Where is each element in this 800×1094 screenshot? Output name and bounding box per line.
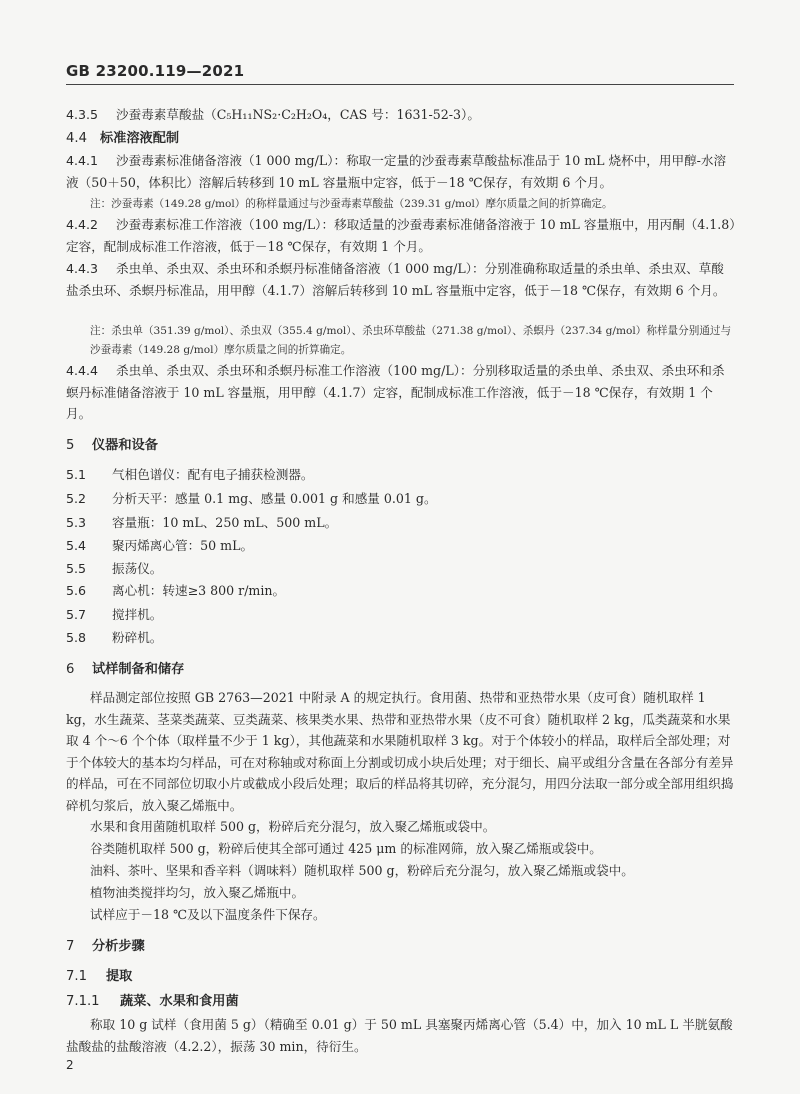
item-5-4: 5.4 聚丙烯离心管：50 mL。 xyxy=(66,538,254,553)
paragraph-storage: 试样应于－18 ℃及以下温度条件下保存。 xyxy=(90,907,326,922)
section-7: 7 分析步骤 xyxy=(66,939,145,954)
note-4-4-3: 注：杀虫单（351.39 g/mol）、杀虫双（355.4 g/mol）、杀虫环草酸盐（271.38 g/mol）、杀螟丹（237.34 g/mol）称样量分别通过与沙蚕毒素（149.28 g/mol）摩尔质量之间的折算确定。 xyxy=(90,325,732,356)
item-4-3-5: 4.3.5 沙蚕毒素草酸盐（C₅H₁₁NS₂·C₂H₂O₄，CAS 号：1631-52-3）。 xyxy=(66,107,480,122)
paragraph-extraction: 称取 10 g 试样（食用菌 5 g）（精确至 0.01 g）于 50 mL 具塞聚丙烯离心管（5.4）中，加入 10 mL L 半胱氨酸盐酸盐的盐酸溶液（4.2.2），振荡 30 min，待衍生。 xyxy=(66,1017,733,1054)
page-number: 2 xyxy=(66,1058,74,1072)
standard-code: GB 23200.119—2021 xyxy=(66,62,245,80)
section-7-1: 7.1 提取 xyxy=(66,969,133,984)
item-5-8: 5.8 粉碎机。 xyxy=(66,630,163,645)
section-5: 5 仪器和设备 xyxy=(66,438,158,453)
item-5-3: 5.3 容量瓶：10 mL、250 mL、500 mL。 xyxy=(66,515,338,530)
item-4-4-2: 4.4.2 沙蚕毒素标准工作溶液（100 mg/L）：移取适量的沙蚕毒素标准储备溶液于 10 mL 容量瓶中，用丙酮（4.1.8）定容，配制成标准工作溶液，低于－18 ℃保存，有效期 1 个月。 xyxy=(66,217,736,254)
note-4-4-1: 注：沙蚕毒素（149.28 g/mol）的称样量通过与沙蚕毒素草酸盐（239.31 g/mol）摩尔质量之间的折算确定。 xyxy=(90,198,613,210)
item-4-4-4: 4.4.4 杀虫单、杀虫双、杀虫环和杀螟丹标准工作溶液（100 mg/L）：分别移取适量的杀虫单、杀虫双、杀虫环和杀螟丹标准储备溶液于 10 mL 容量瓶，用甲醇（4.1.7）定容，配制成标准工作溶液，低于－18 ℃保存，有效期 1 个月。 xyxy=(66,363,725,421)
item-5-6: 5.6 离心机：转速≥3 800 r/min。 xyxy=(66,583,286,598)
paragraph-sampling: 样品测定部位按照 GB 2763—2021 中附录 A 的规定执行。食用菌、热带和亚热带水果（皮可食）随机取样 1 kg，水生蔬菜、茎菜类蔬菜、豆类蔬菜、核果类水果、热带和亚热带水果（皮不可食）随机取样 2 kg，瓜类蔬菜和水果取 4 个～6 个个体（取样量不少于 1 kg），其他蔬菜和水果随机取样 3 kg。对于个体较小的样品，取样后全部处理；对于个体较大的基本均匀样品，可在对称轴或对称面上分割或切成小块后处理；对于细长、扁平或组分含量在各部分有差异的样品，可在不同部位切取小片或截成小段后处理；取后的样品将其切碎，充分混匀，用四分法取一部分或全部用组织捣碎机匀浆后，放入聚乙烯瓶中。 xyxy=(66,690,734,813)
section-7-1-1: 7.1.1 蔬菜、水果和食用菌 xyxy=(66,994,239,1009)
section-4-4: 4.4 标准溶液配制 xyxy=(66,131,180,146)
item-5-5: 5.5 振荡仪。 xyxy=(66,561,163,576)
item-4-4-3: 4.4.3 杀虫单、杀虫双、杀虫环和杀螟丹标准储备溶液（1 000 mg/L）：分别准确称取适量的杀虫单、杀虫双、草酸盐杀虫环、杀螟丹标准品，用甲醇（4.1.7）溶解后转移到 10 mL 容量瓶中定容，低于－18 ℃保存，有效期 6 个月。 xyxy=(66,261,726,298)
header-rule xyxy=(66,84,734,85)
paragraph-cereal: 谷类随机取样 500 g，粉碎后使其全部可通过 425 μm 的标准网筛，放入聚乙烯瓶或袋中。 xyxy=(90,841,602,856)
item-5-7: 5.7 搅拌机。 xyxy=(66,607,163,622)
paragraph-vegetable-oil: 植物油类搅拌均匀，放入聚乙烯瓶中。 xyxy=(90,885,305,900)
item-5-2: 5.2 分析天平：感量 0.1 mg、感量 0.001 g 和感量 0.01 g。 xyxy=(66,491,437,506)
item-4-4-1: 4.4.1 沙蚕毒素标准储备溶液（1 000 mg/L）：称取一定量的沙蚕毒素草酸盐标准品于 10 mL 烧杯中，用甲醇-水溶液（50＋50，体积比）溶解后转移到 10 mL 容量瓶中定容，低于－18 ℃保存，有效期 6 个月。 xyxy=(66,153,727,190)
paragraph-fruit: 水果和食用菌随机取样 500 g，粉碎后充分混匀，放入聚乙烯瓶或袋中。 xyxy=(90,819,496,834)
item-5-1: 5.1 气相色谱仪：配有电子捕获检测器。 xyxy=(66,467,314,482)
paragraph-oil: 油料、茶叶、坚果和香辛料（调味料）随机取样 500 g，粉碎后充分混匀，放入聚乙烯瓶或袋中。 xyxy=(90,863,634,878)
section-6: 6 试样制备和储存 xyxy=(66,662,185,677)
